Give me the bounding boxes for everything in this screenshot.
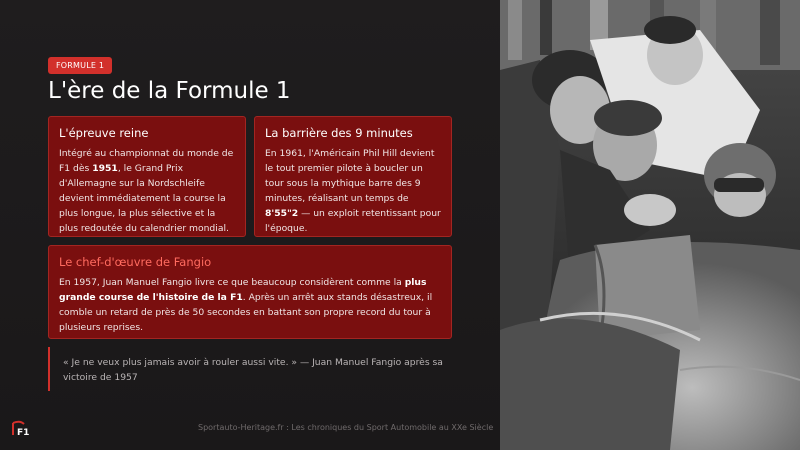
card-heading: La barrière des 9 minutes xyxy=(265,126,413,140)
card-heading: Le chef-d'œuvre de Fangio xyxy=(59,255,212,269)
card-barriere-9-minutes xyxy=(254,116,452,237)
vintage-racing-photo xyxy=(500,0,800,450)
card-text: Intégré au championnat du monde de F1 dès 1951, le Grand Prix d'Allemagne sur la Nordschleife devient immédiatement la course la plus longue, la plus sélective et la plus redoutée du calendrier mondial. xyxy=(59,148,234,234)
footer-text: Sportauto-Heritage.fr : Les chroniques du Sport Automobile au XXe Siècle xyxy=(198,423,494,432)
card-text: En 1961, l'Américain Phil Hill devient le tout premier pilote à boucler un tour sous la mythique barre des 9 minutes, réalisant un temps de 8'55"2 — un exploit retentissant pour l'époque. xyxy=(265,148,441,234)
svg-text:F1: F1 xyxy=(17,428,30,438)
card-chef-doeuvre-fangio xyxy=(48,245,452,339)
f1-logo-icon xyxy=(11,420,31,438)
photo-illustration xyxy=(500,0,800,450)
fangio-quote: « Je ne veux plus jamais avoir à rouler aussi vite. » — Juan Manuel Fangio après sa victoire de 1957 xyxy=(48,347,452,391)
category-tag: FORMULE 1 xyxy=(48,57,112,74)
card-heading: L'épreuve reine xyxy=(59,126,149,140)
card-epreuve-reine xyxy=(48,116,246,237)
card-text: En 1957, Juan Manuel Fangio livre ce que beaucoup considèrent comme la plus grande course de l'histoire de la F1. Après un arrêt aux stands désastreux, il comble un retard de près de 50 secondes en battant son propre record du tour à plusieurs reprises. xyxy=(59,277,433,333)
slide-title: L'ère de la Formule 1 xyxy=(48,78,291,104)
